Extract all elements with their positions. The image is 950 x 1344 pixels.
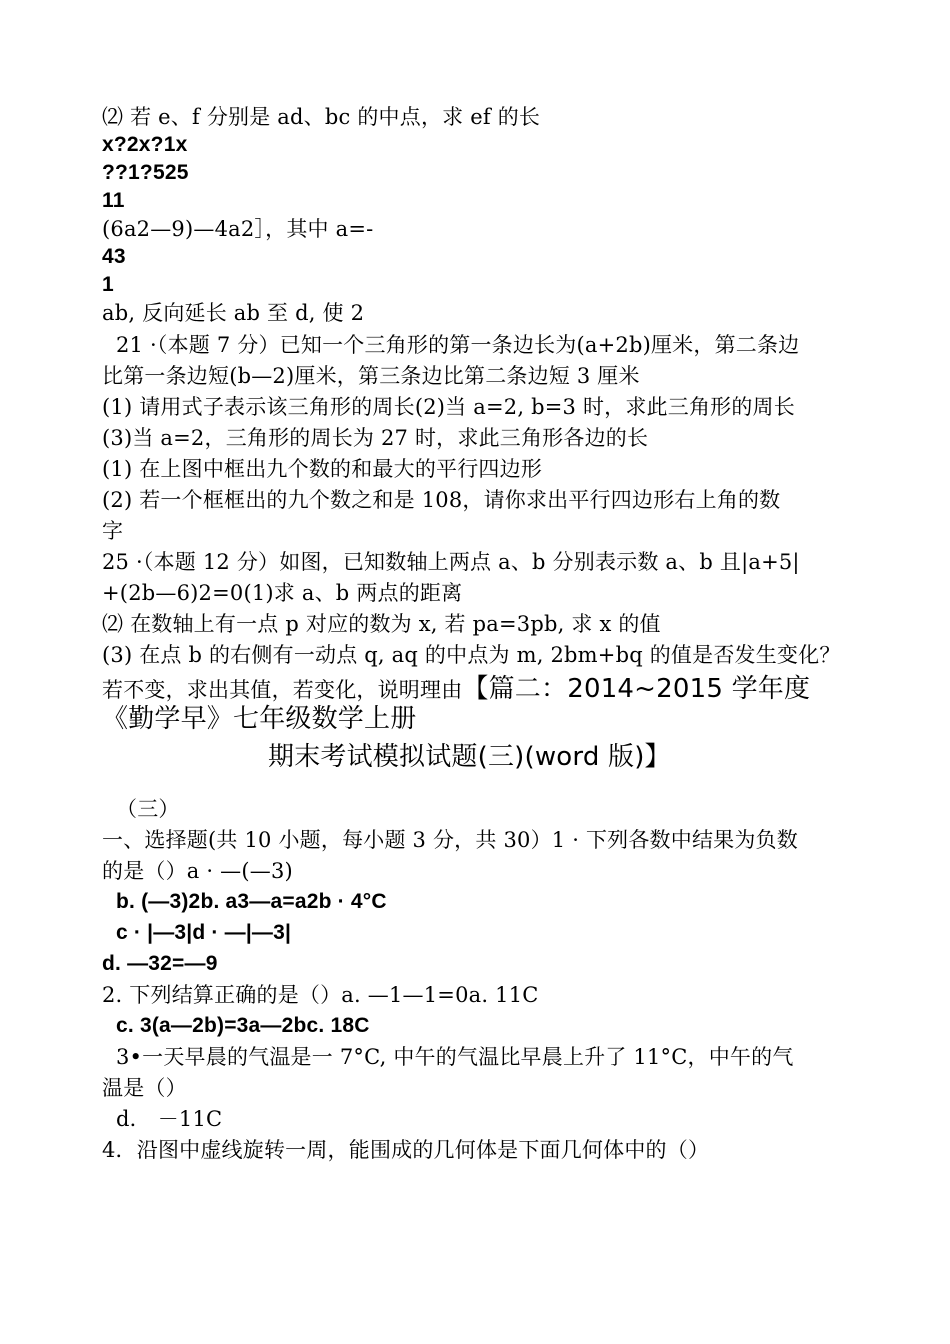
text-line: 2. 下列结算正确的是（）a. —1—1=0a. 11C [102,983,539,1007]
text-fragment: 若不变，求出其值，若变化，说明理由 [102,678,463,702]
section-heading-line: 期末考试模拟试题(三)(word 版)】 [268,742,671,772]
option-line: d. —32=—9 [102,952,218,975]
text-line: ??1?525 [102,161,189,184]
option-line: b. (—3)2b. a3—a=a2b · 4°C [116,890,387,913]
section-number: （三） [116,797,180,821]
choice-section-line: 一、选择题(共 10 小题，每小题 3 分，共 30）1 · 下列各数中结果为负数 [102,828,798,852]
text-line: ⑵ 若 e、f 分别是 ad、bc 的中点，求 ef 的长 [102,105,541,129]
option-line: c. 3(a—2b)=3a—2bc. 18C [116,1014,370,1037]
text-line: 的是（）a · —(—3) [102,859,293,883]
option-line: c · |—3|d · —|—3| [116,921,292,944]
text-line: 3•一天早晨的气温是一 7°C, 中午的气温比早晨上升了 11°C，中午的气 [116,1045,794,1069]
text-line: 字 [102,519,124,543]
text-line: 11 [102,189,125,212]
text-line: (1) 请用式子表示该三角形的周长(2)当 a=2, b=3 时，求此三角形的周长 [102,395,795,419]
section-heading-line: 《勤学早》七年级数学上册 [102,704,417,734]
text-line: 4．沿图中虚线旋转一周，能围成的几何体是下面几何体中的（） [102,1138,710,1162]
text-line: (3)当 a=2，三角形的周长为 27 时，求此三角形各边的长 [102,426,649,450]
text-line: (3) 在点 b 的右侧有一动点 q, aq 的中点为 m, 2bm+bq 的值是否发生变化？ [102,643,841,667]
text-line: ⑵ 在数轴上有一点 p 对应的数为 x, 若 pa=3pb, 求 x 的值 [102,612,661,636]
text-line: 比第一条边短(b—2)厘米，第三条边比第二条边短 3 厘米 [102,364,640,388]
option-line: d． －11C [116,1107,223,1131]
question-25-line: 25 ·（本题 12 分）如图，已知数轴上两点 a、b 分别表示数 a、b 且|a+5| [102,550,800,574]
text-line: (2) 若一个框框出的九个数之和是 108，请你求出平行四边形右上角的数 [102,488,781,512]
text-line: (6a2—9)—4a2］，其中 a=- [102,217,374,241]
text-line [102,672,810,706]
text-line: 温是（） [102,1076,187,1100]
question-21-line: 21 ·（本题 7 分）已知一个三角形的第一条边长为(a+2b)厘米，第二条边 [116,333,800,357]
text-line: 43 [102,245,126,268]
section-heading-part: 【篇二：2014~2015 学年度 [462,674,811,704]
text-line: (1) 在上图中框出九个数的和最大的平行四边形 [102,457,543,481]
text-line: ab, 反向延长 ab 至 d, 使 2 [102,301,365,325]
text-line: 1 [102,273,114,296]
text-line: x?2x?1x [102,133,188,156]
text-line: +(2b—6)2=0(1)求 a、b 两点的距离 [102,581,463,605]
